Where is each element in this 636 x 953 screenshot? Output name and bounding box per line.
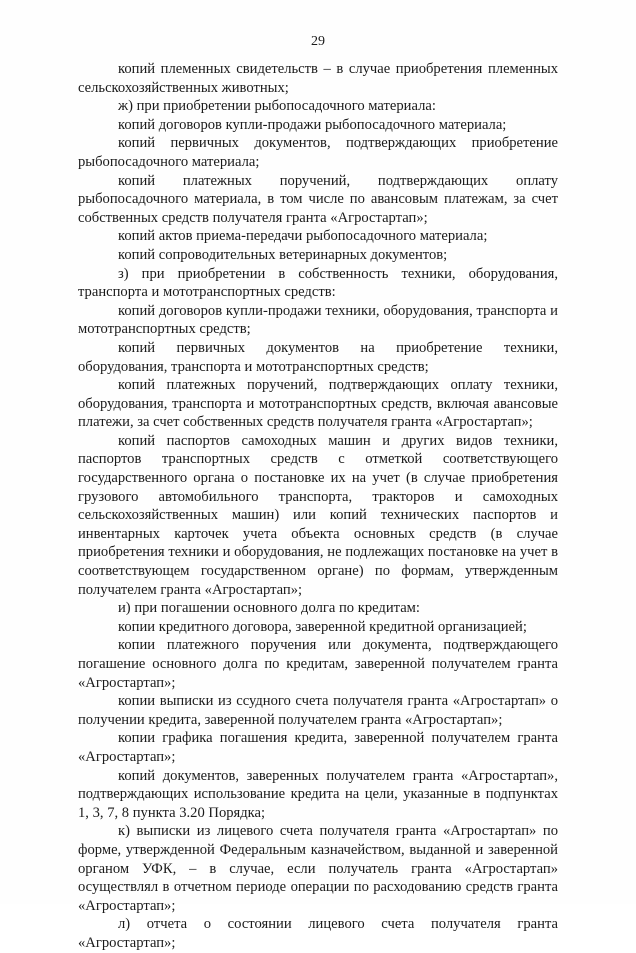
- paragraph: ж) при приобретении рыбопосадочного материала:: [118, 98, 436, 115]
- paragraph: копий актов приема-передачи рыбопосадочного материала;: [118, 228, 488, 245]
- paragraph: копий договоров купли-продажи техники, оборудования, транспорта и мототранспортных средств;: [78, 302, 558, 338]
- paragraph: копий договоров купли-продажи рыбопосадочного материала;: [118, 116, 507, 133]
- paragraph: копии платежного поручения или документа, подтверждающего погашение основного долга по кредитам, заверенной получателем гранта «Агростартап»;: [78, 637, 558, 691]
- paragraph: копий первичных документов, подтверждающих приобретение рыбопосадочного материала;: [78, 135, 558, 170]
- paragraph: к) выписки из лицевого счета получателя гранта «Агростартап» по форме, утвержденной Федеральным казначейством, выданной и заверенной органом УФК, – в случае, если получатель гранта «Агростартап» осуществлял в отчетном периоде операции по расходованию средств гранта «Агростартап»;: [78, 823, 558, 914]
- paragraph: копий документов, заверенных получателем гранта «Агростартап», подтверждающих использование кредита на цели, указанные в подпунктах 1, 3, 7, 8 пункта 3.20 Порядка;: [78, 767, 558, 821]
- paragraph: копий платежных поручений, подтверждающих оплату техники, оборудования, транспорта и мототранспортных средств, включая авансовые платежи, за счет собственных средств получателя гранта «Агростартап»;: [78, 377, 558, 431]
- paragraph: копии кредитного договора, заверенной кредитной организацией;: [118, 618, 527, 635]
- paragraph: л) отчета о состоянии лицевого счета получателя гранта «Агростартап»;: [78, 916, 558, 951]
- paragraph: копий сопроводительных ветеринарных документов;: [118, 246, 448, 263]
- paragraph: з) при приобретении в собственность техники, оборудования, транспорта и мототранспортных средств:: [78, 265, 558, 301]
- paragraph: и) при погашении основного долга по кредитам:: [118, 600, 420, 617]
- page-number: 29: [311, 34, 325, 49]
- paragraph: копий платежных поручений, подтверждающих оплату рыбопосадочного материала, в том числе по авансовым платежам, за счет собственных средств получателя гранта «Агростартап»;: [78, 172, 558, 226]
- paragraph: копий первичных документов на приобретение техники, оборудования, транспорта и мототранспортных средств;: [78, 339, 558, 375]
- paragraph: копии графика погашения кредита, заверенной получателем гранта «Агростартап»;: [78, 730, 558, 765]
- paragraph: копии выписки из ссудного счета получателя гранта «Агростартап» о получении кредита, заверенной получателем гранта «Агростартап»;: [78, 693, 558, 728]
- body-text: [78, 60, 558, 953]
- paragraph: копий паспортов самоходных машин и других видов техники, паспортов транспортных средств с отметкой соответствующего государственного органа о постановке их на учет (в случае приобретения грузового автомобильного транспорта, тракторов и самоходных сельскохозяйственных машин) или копий технических паспортов и инвентарных карточек учета объекта основных средств (в случае приобретения техники и оборудования, не подлежащих постановке на учет в соответствующем государственном органе) по формам, утвержденным получателем гранта «Агростартап»;: [78, 432, 558, 598]
- paragraph: копий племенных свидетельств – в случае приобретения племенных сельскохозяйственных животных;: [78, 61, 558, 96]
